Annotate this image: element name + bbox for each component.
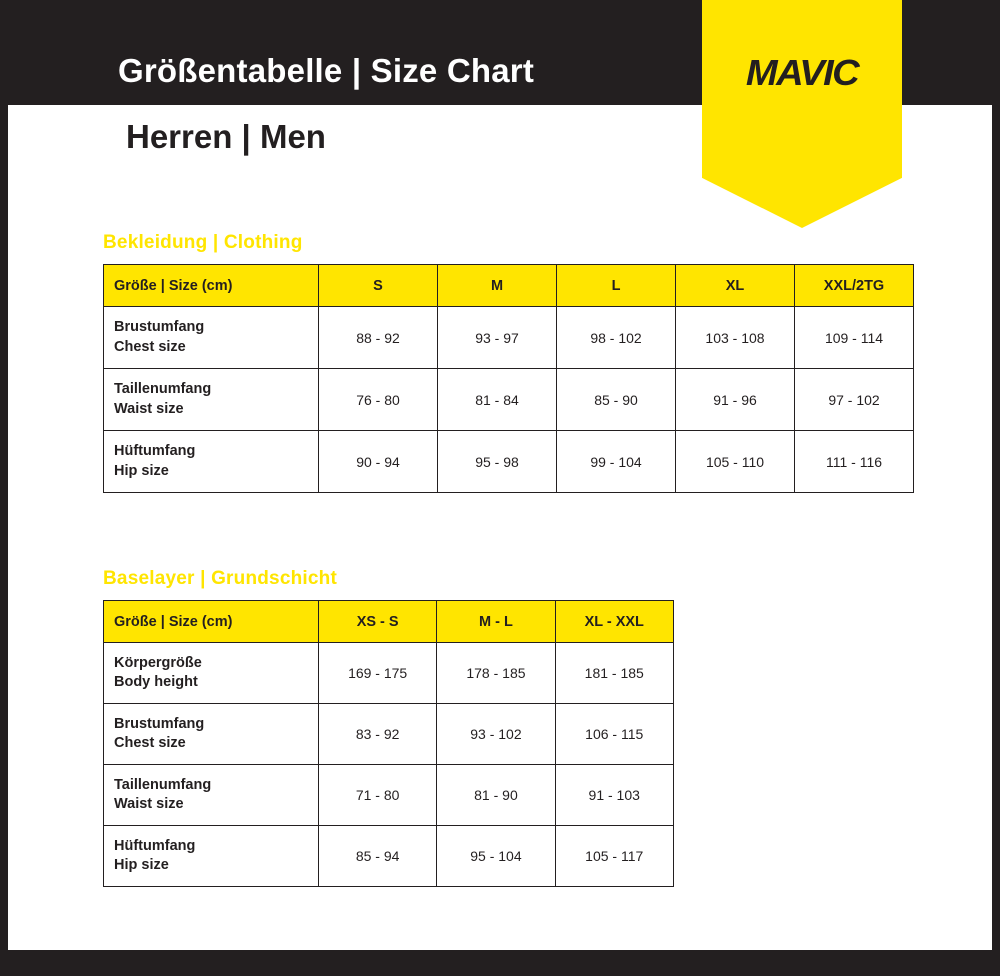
cell-value: 99 - 104: [557, 431, 676, 493]
cell-value: 91 - 96: [676, 369, 795, 431]
row-label-waist: [104, 765, 319, 826]
cell-value: 88 - 92: [319, 307, 438, 369]
table-row: [104, 643, 674, 704]
cell-value: 95 - 98: [438, 431, 557, 493]
row-label-chest: [104, 307, 319, 369]
column-header-xl-xxl: XL - XXL: [555, 601, 673, 643]
cell-value: 111 - 116: [795, 431, 914, 493]
column-header-s: S: [319, 265, 438, 307]
row-label-en: Hip size: [114, 462, 169, 479]
row-label-en: Chest size: [114, 735, 186, 751]
cell-value: 85 - 94: [319, 826, 437, 887]
clothing-size-table: [103, 264, 914, 493]
brand-flag: [702, 0, 902, 228]
row-label-en: Chest size: [114, 338, 186, 355]
table-row: [104, 765, 674, 826]
cell-value: 169 - 175: [319, 643, 437, 704]
cell-value: 95 - 104: [437, 826, 555, 887]
table-row: [104, 369, 914, 431]
mavic-logo: MAVIC: [745, 52, 859, 93]
section-title-baselayer: Baselayer | Grundschicht: [103, 568, 337, 589]
cell-value: 81 - 84: [438, 369, 557, 431]
table-header-row: [104, 601, 674, 643]
cell-value: 109 - 114: [795, 307, 914, 369]
row-label-de: Hüftumfang: [114, 837, 196, 854]
cell-value: 76 - 80: [319, 369, 438, 431]
row-label-hip: [104, 431, 319, 493]
column-header-m: M: [438, 265, 557, 307]
row-label-hip: [104, 826, 319, 887]
row-label-de: Hüftumfang: [114, 443, 196, 460]
row-label-en: Waist size: [114, 400, 184, 417]
section-title-clothing: Bekleidung | Clothing: [103, 232, 303, 253]
row-label-de: Taillenumfang: [114, 776, 212, 793]
table-header-row: [104, 265, 914, 307]
row-label-waist: [104, 369, 319, 431]
cell-value: 81 - 90: [437, 765, 555, 826]
cell-value: 93 - 97: [438, 307, 557, 369]
row-label-en: Hip size: [114, 857, 169, 873]
section-baselayer: [103, 568, 913, 887]
cell-value: 105 - 117: [555, 826, 673, 887]
column-header-l: L: [557, 265, 676, 307]
baselayer-size-table: [103, 600, 674, 887]
table-row: [104, 704, 674, 765]
column-header-size-label: Größe | Size (cm): [104, 265, 319, 307]
row-label-en: Waist size: [114, 796, 184, 812]
cell-value: 98 - 102: [557, 307, 676, 369]
cell-value: 85 - 90: [557, 369, 676, 431]
cell-value: 97 - 102: [795, 369, 914, 431]
cell-value: 91 - 103: [555, 765, 673, 826]
column-header-xs-s: XS - S: [319, 601, 437, 643]
row-label-en: Body height: [114, 674, 198, 690]
table-row: [104, 826, 674, 887]
row-label-chest: [104, 704, 319, 765]
cell-value: 83 - 92: [319, 704, 437, 765]
table-row: [104, 431, 914, 493]
row-label-de: Brustumfang: [114, 715, 205, 732]
column-header-m-l: M - L: [437, 601, 555, 643]
cell-value: 178 - 185: [437, 643, 555, 704]
cell-value: 181 - 185: [555, 643, 673, 704]
column-header-xxl: XXL/2TG: [795, 265, 914, 307]
section-clothing: [103, 232, 913, 493]
cell-value: 90 - 94: [319, 431, 438, 493]
row-label-de: Taillenumfang: [114, 381, 212, 398]
row-label-de: Körpergröße: [114, 654, 202, 671]
row-label-de: Brustumfang: [114, 319, 205, 336]
table-row: [104, 307, 914, 369]
cell-value: 103 - 108: [676, 307, 795, 369]
cell-value: 93 - 102: [437, 704, 555, 765]
cell-value: 106 - 115: [555, 704, 673, 765]
page-subtitle: Herren | Men: [126, 118, 326, 155]
page-title: Größentabelle | Size Chart: [118, 52, 535, 89]
footer-bar: [8, 950, 1000, 976]
row-label-body-height: [104, 643, 319, 704]
column-header-xl: XL: [676, 265, 795, 307]
cell-value: 71 - 80: [319, 765, 437, 826]
cell-value: 105 - 110: [676, 431, 795, 493]
column-header-size-label: Größe | Size (cm): [104, 601, 319, 643]
